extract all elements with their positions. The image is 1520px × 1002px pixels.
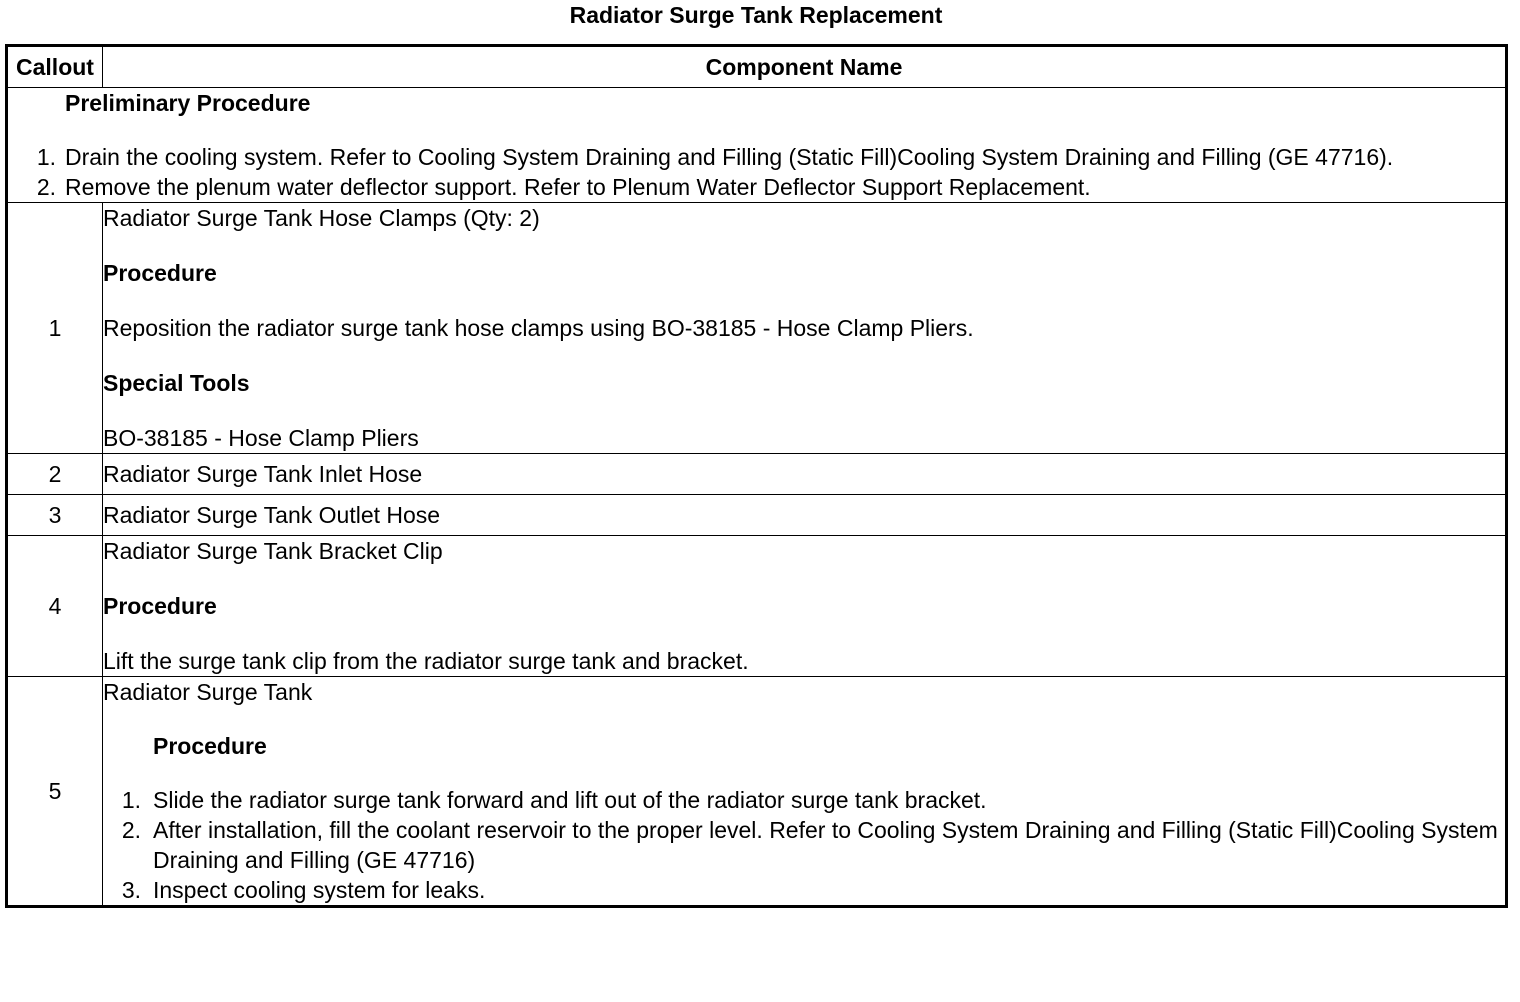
special-tools-text: BO-38185 - Hose Clamp Pliers (103, 425, 419, 451)
procedure-text: Lift the surge tank clip from the radiator surge tank and bracket. (103, 648, 749, 674)
special-tools-heading: Special Tools (103, 370, 250, 396)
step-number: 1. (36, 144, 56, 170)
component-cell (103, 203, 1507, 454)
procedure-text: Reposition the radiator surge tank hose clamps using BO-38185 - Hose Clamp Pliers. (103, 315, 974, 341)
step-text: Remove the plenum water deflector support. Refer to Plenum Water Deflector Support Replacement. (65, 174, 1091, 200)
table-row (7, 454, 1507, 495)
preliminary-row (7, 88, 1507, 203)
callout-cell: 5 (7, 677, 103, 907)
list-item (8, 172, 1505, 202)
step-number: 1. (121, 787, 141, 813)
table-header-row (7, 46, 1507, 88)
callout-cell: 4 (7, 536, 103, 677)
table-row (7, 495, 1507, 536)
procedure-heading: Procedure (103, 260, 217, 286)
callout-cell: 1 (7, 203, 103, 454)
step-number: 3. (121, 877, 141, 903)
preliminary-heading: Preliminary Procedure (65, 90, 311, 116)
table-row (7, 677, 1507, 907)
component-cell (103, 677, 1507, 907)
component-cell (103, 536, 1507, 677)
component-name: Radiator Surge Tank Bracket Clip (103, 538, 443, 564)
list-item (103, 785, 1505, 815)
list-item (8, 142, 1505, 172)
procedure-steps (103, 785, 1505, 905)
callout-header: Callout (7, 46, 103, 88)
procedure-heading: Procedure (103, 593, 217, 619)
table-row (7, 203, 1507, 454)
procedure-heading: Procedure (153, 733, 267, 759)
callout-cell: 3 (7, 495, 103, 536)
list-item (103, 815, 1505, 875)
procedure-table (5, 44, 1508, 908)
step-text: Inspect cooling system for leaks. (153, 877, 486, 903)
preliminary-steps (8, 142, 1505, 202)
callout-cell: 2 (7, 454, 103, 495)
step-number: 2. (36, 174, 56, 200)
component-name: Radiator Surge Tank Hose Clamps (Qty: 2) (103, 205, 540, 231)
component-name-header: Component Name (103, 46, 1507, 88)
table-row (7, 536, 1507, 677)
component-name: Radiator Surge Tank Outlet Hose (103, 495, 1507, 536)
step-text: Drain the cooling system. Refer to Cooling System Draining and Filling (Static Fill)Cooling System Draining and Filling (GE 47716). (65, 144, 1394, 170)
step-text: Slide the radiator surge tank forward and lift out of the radiator surge tank bracket. (153, 787, 987, 813)
list-item (103, 875, 1505, 905)
component-name: Radiator Surge Tank Inlet Hose (103, 454, 1507, 495)
step-number: 2. (121, 817, 141, 843)
component-name: Radiator Surge Tank (103, 679, 313, 705)
step-text: After installation, fill the coolant reservoir to the proper level. Refer to Cooling System Draining and Filling (Static Fill)Cooling System Draining and Filling (GE 47716) (153, 817, 1498, 873)
page-title: Radiator Surge Tank Replacement (569, 2, 943, 28)
preliminary-cell (7, 88, 1507, 203)
